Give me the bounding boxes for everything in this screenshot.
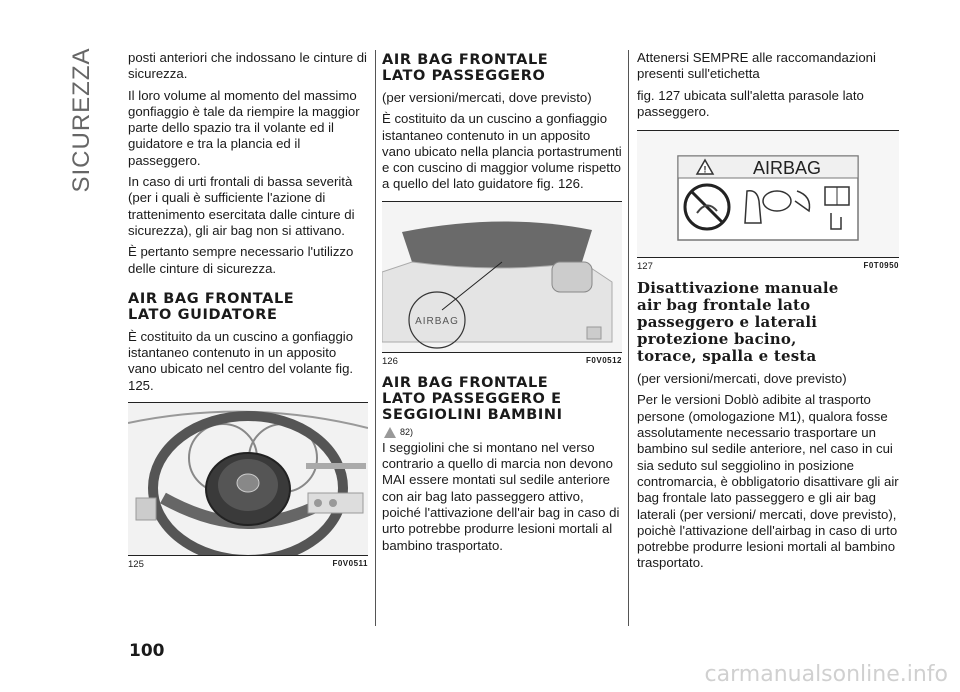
watermark: carmanualsonline.info [704, 662, 948, 687]
paragraph: I seggiolini che si montano nel verso contrario a quello di marcia non devono MAI essere montati sul sedile anteriore con air bag lato passeggero attivo, poiché l'attivazione dell'air bag in caso di urto potrebbe produrre lesioni mortali al bambino trasportato. [382, 439, 620, 553]
column-2 [382, 50, 622, 559]
paragraph: (per versioni/mercati, dove previsto) [382, 90, 592, 105]
warning-icon [384, 427, 396, 438]
column-1 [128, 50, 368, 576]
paragraph: Attenersi SEMPRE alle raccomandazioni presenti sull'etichetta [637, 50, 876, 82]
figure-caption: 125 F0V0511 [128, 559, 368, 571]
section-title: SICUREZZA [68, 47, 95, 193]
figure-caption: 126 F0V0512 [382, 355, 622, 367]
paragraph: È pertanto sempre necessario l'utilizzo delle cinture di sicurezza. [128, 244, 354, 276]
column-3 [637, 50, 899, 577]
figure-125 [128, 402, 368, 556]
page-number: 100 [129, 641, 165, 661]
warning-reference: 82) [384, 427, 622, 438]
column-divider [628, 50, 629, 626]
heading-airbag-child-seats: AIR BAG FRONTALE LATO PASSEGGERO E SEGGIOLINI BAMBINI [382, 374, 563, 423]
dashboard-illustration [382, 202, 622, 352]
airbag-warning-label [637, 131, 899, 257]
figure-126 [382, 201, 622, 353]
paragraph: In caso di urti frontali di bassa severità (per i quali è sufficiente l'azione di trattenimento esercitata dalle cinture di sicurezza), gli air bag non si attivano. [128, 174, 355, 238]
label-title: AIRBAG [752, 158, 822, 179]
svg-text:!: ! [703, 164, 707, 175]
paragraph: È costituito da un cuscino a gonfiaggio istantaneo contenuto in un apposito vano ubicato nella plancia portastrumenti e con cuscino di maggior volume rispetto a quello del lato guidatore fig. 126. [382, 111, 622, 192]
paragraph: posti anteriori che indossano le cinture di sicurezza. [128, 50, 367, 82]
figure-127 [637, 130, 899, 258]
airbag-marking: AIRBAG [415, 315, 459, 327]
heading-airbag-driver: AIR BAG FRONTALE LATO GUIDATORE [128, 290, 295, 323]
column-divider [375, 50, 376, 626]
steering-wheel-illustration [128, 403, 368, 555]
paragraph: Il loro volume al momento del massimo gonfiaggio è tale da riempire la maggior parte dello spazio tra il volante ed il guidatore e tra la plancia ed il passeggero. [128, 87, 360, 168]
paragraph: fig. 127 ubicata sull'aletta parasole lato passeggero. [637, 87, 864, 119]
paragraph: (per versioni/mercati, dove previsto) [637, 371, 847, 387]
heading-manual-deactivation: Disattivazione manuale air bag frontale lato passeggero e laterali protezione bacino, torace, spalla e testa [637, 279, 839, 366]
heading-airbag-passenger: AIR BAG FRONTALE LATO PASSEGGERO [382, 52, 549, 84]
paragraph: È costituito da un cuscino a gonfiaggio istantaneo contenuto in un apposito vano ubicato nel centro del volante fig. 125. [128, 328, 354, 393]
figure-caption: 127 F0T0950 [637, 261, 899, 273]
paragraph: Per le versioni Doblò adibite al trasporto persone (omologazione M1), qualora fosse assolutamente necessario trasportare un bambino sul sedile anteriore, nel caso in cui sia seduto sul seggiolino in posizione contromarcia, è obbligatorio disattivare gli air bag frontale lato passeggero e gli air bag laterali (per versioni/ mercati, dove previsto), poichè l'attivazione dell'airbag in caso di urto potrebbe produrre lesioni mortali al bambino trasportato. [637, 392, 899, 571]
